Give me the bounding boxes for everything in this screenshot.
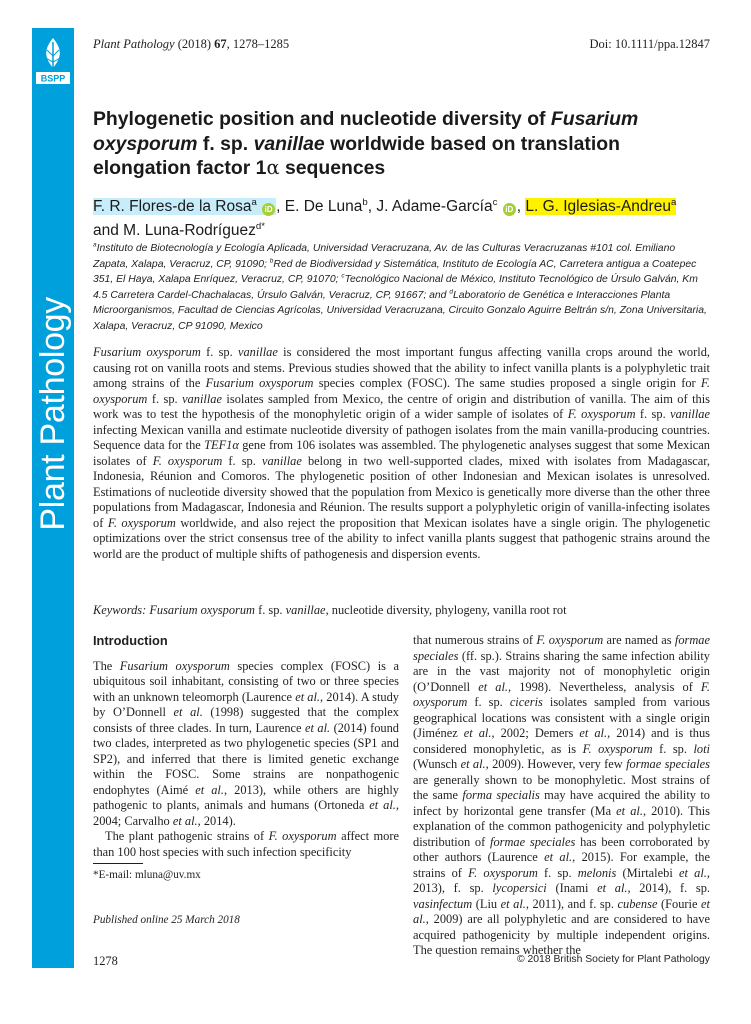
corresponding-email[interactable]: *E-mail: mluna@uv.mx: [93, 869, 201, 881]
journal-citation: Plant Pathology (2018) 67, 1278–1285: [93, 37, 290, 51]
intro-paragraph-2: The plant pathogenic strains of F. oxysporum affect more than 100 host species with such infection specificity: [93, 829, 400, 859]
intro-paragraph-1: The Fusarium oxysporum species complex (FOSC) is a ubiquitous soil inhabitant, consisting of two or three species with an unknown teleomorph (Laurence et al., 2014). A study by O’Donnell et al. (1998) suggested that the complex consists of three clades. In turn, Laurence et al. (2014) found two clades, interpreted as two phylogenetic species (SP1 and SP2), and inferred that there is limited genetic exchange within the FOSC. Some strains are nonpathogenic endophytes (Aimé et al., 2013), while others are highly pathogenic to plants, animals and humans (Ortoneda et al., 2004; Carvalho et al., 2014).: [93, 658, 400, 828]
footnote-rule: [93, 863, 143, 864]
sidebar-journal-name: Plant Pathology: [34, 297, 72, 531]
article-title: Phylogenetic position and nucleotide diversity of Fusarium oxysporum f. sp. vanillae worldwide based on translation elongation factor 1α sequences: [93, 108, 639, 179]
abstract: Fusarium oxysporum f. sp. vanillae is considered the most important fungus affecting vanilla crops around the world, causing rot on vanilla roots and stems. Previous studies showed that the ability to infect vanilla plants is a polyphyletic trait among strains of the Fusarium oxysporum species complex (FOSC). The same studies proposed a single origin for F. oxysporum f. sp. vanillae isolates sampled from Mexico, the centre of origin and distribution of vanilla. The aim of this work was to test the hypothesis of the monophyletic origin of a wider sample of isolates of F. oxysporum f. sp. vanillae infecting Mexican vanilla and estimate nucleotide diversity of pathogen isolates from the main vanilla-producing countries. Sequence data for the TEF1α gene from 106 isolates was assembled. The phylogenetic analyses suggest that some Mexican isolates of F. oxysporum f. sp. vanillae belong in two well-supported clades, mixed with isolates from Madagascar, Indonesia, Réunion and Comoros. The phylogenetic position of other Indonesian and Mexican isolates is unresolved. Estimations of nucleotide diversity showed that the population from Mexico is genetically more diverse than the other three populations from Madagascar, Indonesia and Réunion. The results support a polyphyletic origin of vanilla-infecting isolates of F. oxysporum worldwide, and also reject the proposition that Mexican isolates have a single origin. The phylogenetic optimizations over the strict consensus tree of the ability to infect vanilla plants suggest that pathogenic strains around the world are the product of multiple shifts of pathogenesis and dispersion events.: [93, 345, 711, 561]
published-date: Published online 25 March 2018: [93, 914, 240, 926]
author-flores[interactable]: F. R. Flores-de la Rosa$^a$ iD: [93, 198, 276, 215]
author-iglesias[interactable]: L. G. Iglesias-Andreu$^a$: [525, 196, 677, 215]
doi[interactable]: Doi: 10.1111/ppa.12847: [589, 37, 710, 51]
author-adame[interactable]: J. Adame-García$^c$ iD: [376, 198, 516, 215]
copyright: © 2018 British Society for Plant Pathology: [516, 954, 710, 965]
left-column: [93, 633, 399, 860]
author-list: F. R. Flores-de la Rosa$^a$ iD , E. De Luna$^b$, J. Adame-García$^c$ iD , L. G. Iglesias-Andreu$^a$ and M. Luna-Rodríguez$^{d*}$: [93, 196, 677, 239]
affiliations: $^a$Instituto de Biotecnología y Ecología Aplicada, Universidad Veracruzana, Av. de las Culturas Veracruzanas #101 col. Emiliano Zapata, Xalapa, Veracruz, CP, 91090; $^b$Red de Biodiversidad y Sistemática, Instituto de Ecología AC, Carretera antigua a Coatepec 351, El Haya, Xalapa Enríquez, Veracruz, CP, 91070; $^c$Tecnológico Nacional de México, Instituto Tecnológico de Úrsulo Galván, Km 4.5 Carretera Cardel-Chachalacas, Úrsulo Galván, Veracruz, CP, 91667; and $^d$Laboratorio de Genética e Interacciones Planta Microorganismos, Facultad de Ciencias Agrícolas, Universidad Veracruzana, Circuito Gonzalo Aguirre Beltrán s/n, Zona Universitaria, Xalapa, Veracruz, CP 91090, Mexico: [93, 241, 707, 332]
orcid-icon[interactable]: iD: [503, 203, 516, 216]
keywords: Keywords: Fusarium oxysporum f. sp. vanillae, nucleotide diversity, phylogeny, vanilla root rot: [93, 603, 567, 617]
orcid-icon[interactable]: iD: [262, 203, 275, 216]
author-deluna[interactable]: E. De Luna$^b$: [284, 196, 368, 215]
page-number: 1278: [93, 954, 118, 968]
intro-paragraph-3: that numerous strains of F. oxysporum are named as formae speciales (ff. sp.). Strains sharing the same infection ability are in the vast majority not of monophyletic origin (O’Donnell et al., 1998). Nevertheless, analysis of F. oxysporum f. sp. ciceris isolates sampled from various geographical locations was consistent with a single origin (Jiménez et al., 2002; Demers et al., 2014) and is thus considered monophyletic, as is F. oxysporum f. sp. loti (Wunsch et al., 2009). However, very few formae speciales are generally shown to be monophyletic. Most strains of the same forma specialis may have acquired the ability to infect by horizontal gene transfer (Ma et al., 2010). This explanation of the common pathogenicity and polyphyletic distribution of formae speciales has been corroborated by other authors (Laurence et al., 2015). For example, the strains of F. oxysporum f. sp. melonis (Mirtalebi et al., 2013), f. sp. lycopersici (Inami et al., 2014), f. sp. vasinfectum (Liu et al., 2011), and f. sp. cubense (Fourie et al., 2009) are all polyphyletic and are considered to have acquired pathogenicity by multiple independent origins. The question remains whether the: [413, 633, 711, 957]
logo-text: BSPP: [40, 73, 66, 84]
right-column: [413, 633, 710, 959]
section-heading-introduction: Introduction: [93, 633, 168, 648]
author-luna[interactable]: M. Luna-Rodríguez$^{d*}$: [123, 220, 265, 239]
